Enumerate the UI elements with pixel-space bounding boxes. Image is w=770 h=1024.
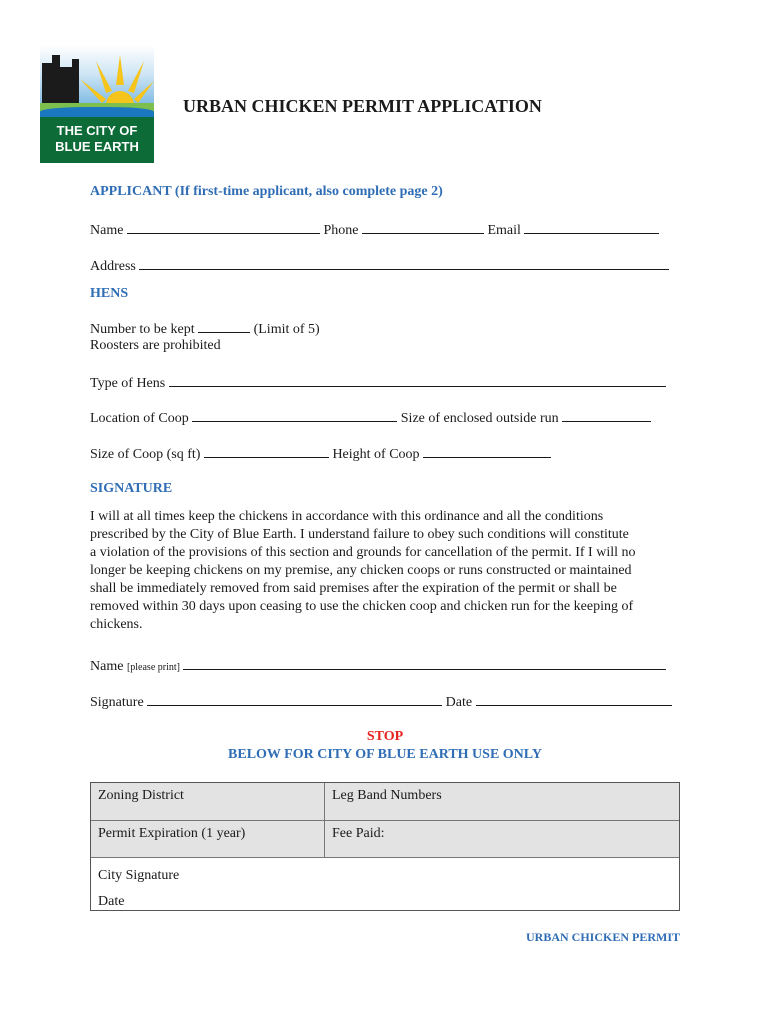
location-label: Location of Coop <box>90 411 189 426</box>
run-size-field[interactable] <box>562 408 651 422</box>
print-name-field[interactable] <box>183 656 666 670</box>
applicant-heading: APPLICANT (If first-time applicant, also complete page 2) <box>90 184 443 199</box>
phone-label: Phone <box>323 223 359 238</box>
hens-coop-row <box>90 444 551 463</box>
type-label: Type of Hens <box>90 376 166 391</box>
zoning-district-cell[interactable] <box>91 783 324 820</box>
table-divider <box>91 857 679 858</box>
zoning-district-label: Zoning District <box>98 788 184 803</box>
print-name-label: Name <box>90 659 124 674</box>
leg-band-numbers-label: Leg Band Numbers <box>332 788 442 803</box>
hens-type-row <box>90 373 666 392</box>
city-use-heading: BELOW FOR CITY OF BLUE EARTH USE ONLY <box>228 747 542 762</box>
permit-expiration-label: Permit Expiration (1 year) <box>98 826 246 841</box>
signature-field[interactable] <box>147 692 442 706</box>
footer-label: URBAN CHICKEN PERMIT <box>525 930 680 944</box>
agreement-line: removed within 30 days upon ceasing to use the chicken coop and chicken run for the keeping of <box>90 599 634 614</box>
coop-size-field[interactable] <box>204 444 329 458</box>
table-divider <box>91 820 679 821</box>
city-date-label: Date <box>98 894 125 909</box>
date-label: Date <box>445 695 473 710</box>
name-label: Name <box>90 223 124 238</box>
number-label: Number to be kept <box>90 322 195 337</box>
permit-expiration-cell[interactable] <box>91 821 324 857</box>
email-label: Email <box>487 223 521 238</box>
signature-heading: SIGNATURE <box>90 481 173 496</box>
city-logo <box>40 45 154 163</box>
stop-label: STOP <box>366 729 404 744</box>
fee-paid-label: Fee Paid: <box>332 826 385 841</box>
leg-band-numbers-cell[interactable] <box>325 783 679 820</box>
agreement-line: chickens. <box>90 617 143 632</box>
agreement-line: longer be keeping chickens on my premise, any chicken coops or runs constructed or maintained <box>90 563 632 578</box>
address-label: Address <box>90 259 136 274</box>
city-signature-label: City Signature <box>98 868 180 883</box>
agreement-line: shall be immediately removed from said premises after the expiration of the permit or shall be <box>90 581 617 596</box>
coop-height-label: Height of Coop <box>332 447 420 462</box>
print-name-hint: [please print] <box>126 662 180 673</box>
hens-location-row <box>90 408 651 427</box>
type-field[interactable] <box>169 373 666 387</box>
coop-height-field[interactable] <box>423 444 551 458</box>
signature-label: Signature <box>90 695 144 710</box>
limit-note: (Limit of 5) <box>253 322 320 337</box>
email-field[interactable] <box>524 220 659 234</box>
applicant-row-1 <box>90 220 659 239</box>
city-signature-cell[interactable] <box>91 858 679 910</box>
coop-size-label: Size of Coop (sq ft) <box>90 447 201 462</box>
agreement-paragraph <box>90 508 636 634</box>
print-name-row <box>90 656 666 676</box>
roosters-note: Roosters are prohibited <box>90 338 221 353</box>
applicant-row-2 <box>90 256 669 275</box>
agreement-line: I will at all times keep the chickens in accordance with this ordinance and all the conditions <box>90 509 604 524</box>
city-use-table <box>90 782 680 911</box>
number-field[interactable] <box>198 319 250 333</box>
hens-heading: HENS <box>90 286 129 301</box>
phone-field[interactable] <box>362 220 484 234</box>
agreement-line: prescribed by the City of Blue Earth. I understand failure to obey such conditions will constitute <box>90 527 629 542</box>
location-field[interactable] <box>192 408 397 422</box>
address-field[interactable] <box>139 256 669 270</box>
run-size-label: Size of enclosed outside run <box>400 411 559 426</box>
hens-number-row <box>90 319 320 338</box>
signature-row <box>90 692 672 711</box>
fee-paid-cell[interactable] <box>325 821 679 857</box>
agreement-line: a violation of the provisions of this section and grounds for cancellation of the permit. If I will no <box>90 545 636 560</box>
page-title: URBAN CHICKEN PERMIT APPLICATION <box>183 96 542 116</box>
name-field[interactable] <box>127 220 320 234</box>
logo-text: THE CITY OF BLUE EARTH <box>55 123 139 154</box>
date-field[interactable] <box>476 692 672 706</box>
